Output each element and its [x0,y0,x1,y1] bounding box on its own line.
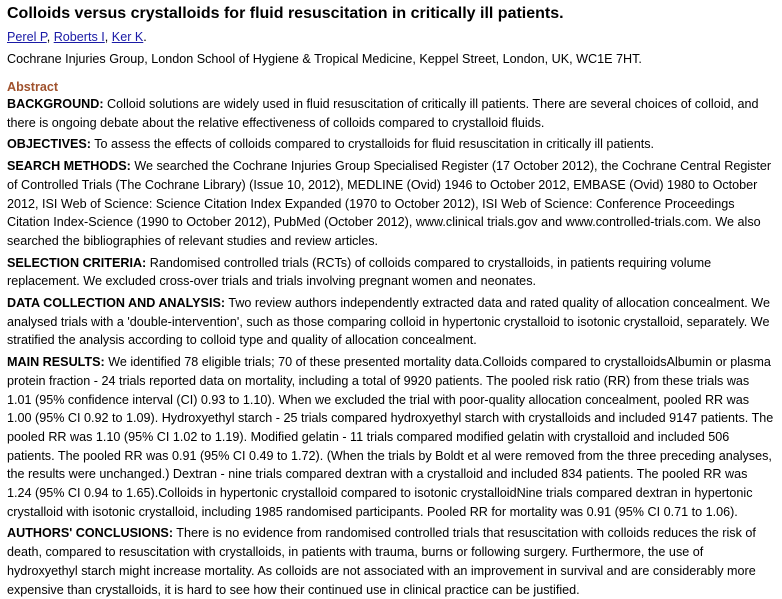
author-list [7,29,774,46]
abstract-section-main-results [7,353,774,521]
section-label: SELECTION CRITERIA: [7,255,147,270]
abstract-section-objectives [7,135,774,154]
abstract-section-selection-criteria [7,254,774,291]
abstract-section-data-collection [7,294,774,350]
section-text: We searched the Cochrane Injuries Group Specialised Register (17 October 2012), the Cochrane Central Register of Controlled Trials (The Cochrane Library) (Issue 10, 2012), MEDLINE (Ovid) 1946 to October 2012, EMBASE (Ovid) 1980 to October 2012, ISI Web of Science: Science Citation Index Expanded (1970 to October 2012), ISI Web of Science: Conference Proceedings Citation Index-Science (1990 to October 2012), PubMed (October 2012), www.clinical trials.gov and www.controlled-trials.com. We also searched the bibliographies of relevant studies and review articles. [7,159,772,248]
section-label: BACKGROUND: [7,97,104,111]
author-link-perel[interactable]: Perel P [7,30,47,44]
section-label: DATA COLLECTION AND ANALYSIS: [7,296,226,311]
section-text: There is no evidence from randomised controlled trials that resuscitation with colloids reduces the risk of death, compared to resuscitation with crystalloids, in patients with trauma, burns or following surgery. Furthermore, the use of hydroxyethyl starch might increase mortality. As colloids are not associated with an improvement in survival and are considerably more expensive than crystalloids, it is hard to see how their continued use in clinical practice can be justified. [7,526,756,597]
author-link-roberts[interactable]: Roberts I [53,30,105,44]
author-separator: , [104,30,112,44]
section-label: SEARCH METHODS: [7,159,131,174]
author-terminator: . [143,30,147,44]
section-text: To assess the effects of colloids compared to crystalloids for fluid resuscitation in critically ill patients. [90,137,654,152]
section-text: Two review authors independently extracted data and rated quality of allocation concealment. We analysed trials with a 'double-intervention', such as those comparing colloid in hypertonic crystalloid to isotonic crystalloid, separately. We stratified the analysis according to colloid type and quality of allocation concealment. [7,296,770,348]
abstract-section-conclusions [7,524,774,599]
section-label: AUTHORS' CONCLUSIONS: [7,526,174,541]
section-label: MAIN RESULTS: [7,355,105,370]
section-text: Colloid solutions are widely used in fluid resuscitation of critically ill patients. There are several choices of colloid, and there is ongoing debate about the relative effectiveness of colloids compared to crystalloid fluids. [7,97,759,130]
article-title: Colloids versus crystalloids for fluid resuscitation in critically ill patients. [7,5,564,22]
section-text: We identified 78 eligible trials; 70 of these presented mortality data.Colloids compared to crystalloidsAlbumin or plasma protein fraction - 24 trials reported data on mortality, including a total of 9920 patients. The pooled risk ratio (RR) from these trials was 1.01 (95% confidence interval (CI) 0.93 to 1.10). When we excluded the trial with poor-quality allocation concealment, pooled RR was 1.00 (95% CI 0.92 to 1.09). Hydroxyethyl starch - 25 trials compared hydroxyethyl starch with crystalloids and included 9147 patients. The pooled RR was 1.10 (95% CI 1.02 to 1.19). Modified gelatin - 11 trials compared modified gelatin with crystalloid and included 506 patients. The pooled RR was 0.91 (95% CI 0.49 to 1.72). (When the trials by Boldt et al were removed from the three preceding analyses, the results were unchanged.) Dextran - nine trials compared dextran with a crystalloid and included 834 patients. The pooled RR was 1.24 (95% CI 0.94 to 1.65).Colloids in hypertonic crystalloid compared to isotonic crystalloidNine trials compared dextran in hypertonic crystalloid with isotonic crystalloid, including 1985 randomised participants. Pooled RR for mortality was 0.91 (95% CI 0.71 to 1.06). [7,355,774,519]
abstract-section-background [7,95,774,132]
affiliation: Cochrane Injuries Group, London School of Hygiene & Tropical Medicine, Keppel Street, London, UK, WC1E 7HT. [7,52,642,66]
abstract-section-search-methods [7,157,774,251]
section-label: OBJECTIVES: [7,137,91,152]
author-separator: , [46,30,54,44]
author-link-ker[interactable]: Ker K [111,30,144,44]
abstract-heading: Abstract [7,80,59,94]
section-text: Randomised controlled trials (RCTs) of colloids compared to crystalloids, in patients requiring volume replacement. We excluded cross-over trials and trials involving pregnant women and neonates. [7,255,712,289]
